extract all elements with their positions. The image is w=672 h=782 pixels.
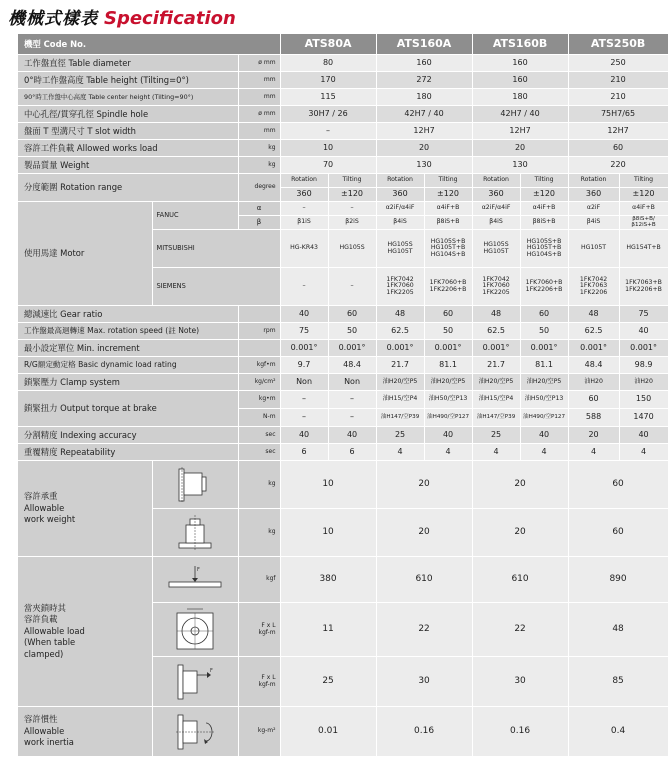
row-repeatability xyxy=(18,444,668,461)
svg-text:F: F xyxy=(197,566,200,573)
cell: 油H15/空P4 xyxy=(472,391,520,409)
allow-load-en3: clamped) xyxy=(24,648,64,659)
cell: Tilting xyxy=(328,174,376,188)
cell: Rotation xyxy=(568,174,619,188)
row-label: 中心孔徑/貫穿孔徑 Spindle hole xyxy=(18,106,238,123)
motor-mitsubishi: MITSUBISHI xyxy=(152,230,280,268)
cell: 180 xyxy=(376,89,472,106)
row-unit: kg xyxy=(238,461,280,509)
cell: 75 xyxy=(280,323,328,340)
cell: 0.001° xyxy=(520,340,568,357)
cell: HG105S HG105T xyxy=(472,230,520,268)
motor-siemens: SIEMENS xyxy=(152,268,280,306)
row-unit: kg xyxy=(238,509,280,557)
cell: Rotation xyxy=(472,174,520,188)
cell: 60 xyxy=(328,306,376,323)
cell: 20 xyxy=(472,461,568,509)
row-label: R/G額定動定格 Basic dynamic load rating xyxy=(18,357,238,374)
cell: HG154T+B xyxy=(619,230,668,268)
cell: 油H20 xyxy=(619,374,668,391)
motor-beta: β xyxy=(238,216,280,230)
cell: 40 xyxy=(619,323,668,340)
cell: 60 xyxy=(424,306,472,323)
cell: 12H7 xyxy=(472,123,568,140)
cell: 360 xyxy=(280,188,328,202)
cell: 油H147/空P39 xyxy=(472,409,520,427)
cell: 85 xyxy=(568,657,668,707)
row-unit xyxy=(238,306,280,323)
row-label: 90°時工作盤中心高度 Table center height (Tilting=90°) xyxy=(18,89,238,106)
cell: 380 xyxy=(280,557,376,603)
cell: 1FK7042 1FK7063 1FK2206 xyxy=(568,268,619,306)
row-label: 0°時工作盤高度 Table height (Tilting=0°) xyxy=(18,72,238,89)
cell: 60 xyxy=(520,306,568,323)
cell: Non xyxy=(328,374,376,391)
row-label: 總減速比 Gear ratio xyxy=(18,306,238,323)
cell: 0.001° xyxy=(424,340,472,357)
cell: 60 xyxy=(568,509,668,557)
cell: 10 xyxy=(280,509,376,557)
svg-text:F: F xyxy=(210,667,213,674)
cell: 250 xyxy=(568,55,668,72)
cell: 40 xyxy=(619,427,668,444)
cell: 6 xyxy=(328,444,376,461)
row-unit: N-m xyxy=(238,409,280,427)
heading xyxy=(8,4,236,32)
cell: – xyxy=(328,202,376,216)
row-label: 鎖緊壓力 Clamp system xyxy=(18,374,238,391)
cell: HG105S+B HG105T+B HG104S+B xyxy=(520,230,568,268)
cell: β4iS xyxy=(472,216,520,230)
heading-zh: 機械式樣表 xyxy=(8,9,98,29)
cell: 20 xyxy=(472,140,568,157)
cell: 42H7 / 40 xyxy=(472,106,568,123)
cell: 0.4 xyxy=(568,707,668,757)
cell: HG105T xyxy=(568,230,619,268)
cell: 1FK7060+B 1FK2206+B xyxy=(424,268,472,306)
torque-label: 鎖緊扭力 Output torque at brake xyxy=(18,391,238,427)
cell: 180 xyxy=(472,89,568,106)
cell: – xyxy=(280,409,328,427)
cell: 75H7/65 xyxy=(568,106,668,123)
cell: 890 xyxy=(568,557,668,603)
cell: 6 xyxy=(280,444,328,461)
cell: 150 xyxy=(619,391,668,409)
row-weight xyxy=(18,157,668,174)
model-ats160a: ATS160A xyxy=(376,34,472,55)
cell: ±120 xyxy=(328,188,376,202)
cell: 30 xyxy=(376,657,472,707)
row-gear-ratio xyxy=(18,306,668,323)
cell: – xyxy=(280,202,328,216)
cell: 62.5 xyxy=(472,323,520,340)
cell: 0.001° xyxy=(568,340,619,357)
cell: 220 xyxy=(568,157,668,174)
cell: α2iF/α4iF xyxy=(376,202,424,216)
cell: 油H147/空P39 xyxy=(376,409,424,427)
cell: 40 xyxy=(280,306,328,323)
cell: β2iS xyxy=(328,216,376,230)
row-table-height xyxy=(18,72,668,89)
cell: 25 xyxy=(472,427,520,444)
row-motor-fanuc-alpha xyxy=(18,202,668,216)
cell: β1iS xyxy=(280,216,328,230)
row-unit: kg xyxy=(238,140,280,157)
cell: 81.1 xyxy=(520,357,568,374)
cell: 20 xyxy=(376,509,472,557)
cell: β8iS+B xyxy=(424,216,472,230)
cell: 40 xyxy=(424,427,472,444)
row-label: 工作盤直徑 Table diameter xyxy=(18,55,238,72)
cell: 25 xyxy=(280,657,376,707)
allow-load-zh2: 容許負載 xyxy=(24,614,58,625)
cell: 0.16 xyxy=(472,707,568,757)
cell: 4 xyxy=(424,444,472,461)
cell: 油H15/空P4 xyxy=(376,391,424,409)
cell: 10 xyxy=(280,140,376,157)
inertia-zh: 容許慣性 xyxy=(24,714,58,725)
row-unit: kg•m xyxy=(238,391,280,409)
diagram-radial-load-icon xyxy=(152,603,238,657)
cell: 610 xyxy=(472,557,568,603)
cell: 98.9 xyxy=(619,357,668,374)
cell: ±120 xyxy=(424,188,472,202)
cell: 588 xyxy=(568,409,619,427)
row-rotation-heads xyxy=(18,174,668,188)
inertia-en1: Allowable xyxy=(24,725,65,736)
diagram-moment-load-icon xyxy=(152,657,238,707)
unit-fxl: F x L xyxy=(261,673,276,681)
cell: 4 xyxy=(520,444,568,461)
cell: α2iF xyxy=(568,202,619,216)
cell: 48 xyxy=(472,306,520,323)
cell: 60 xyxy=(568,461,668,509)
row-unit: sec xyxy=(238,427,280,444)
row-label: 分度範圍 Rotation range xyxy=(18,174,238,202)
row-spindle-hole xyxy=(18,106,668,123)
cell: 油H490/空P127 xyxy=(424,409,472,427)
row-table-diameter xyxy=(18,55,668,72)
row-torque-kgm xyxy=(18,391,668,409)
row-table-center xyxy=(18,89,668,106)
motor-label: 使用馬達 Motor xyxy=(18,202,152,306)
cell: 60 xyxy=(568,140,668,157)
cell: Tilting xyxy=(520,174,568,188)
allow-weight-label xyxy=(18,461,152,557)
cell: 360 xyxy=(376,188,424,202)
row-dynamic-load xyxy=(18,357,668,374)
cell: 170 xyxy=(280,72,376,89)
cell: 油H20/空P5 xyxy=(472,374,520,391)
row-unit: rpm xyxy=(238,323,280,340)
allow-load-label xyxy=(18,557,152,707)
cell: 0.001° xyxy=(472,340,520,357)
cell: 81.1 xyxy=(424,357,472,374)
cell: 115 xyxy=(280,89,376,106)
cell: 272 xyxy=(376,72,472,89)
model-ats160b: ATS160B xyxy=(472,34,568,55)
row-unit: mm xyxy=(238,89,280,106)
row-unit xyxy=(238,657,280,707)
cell: 60 xyxy=(568,391,619,409)
cell: 油H50/空P13 xyxy=(520,391,568,409)
cell: 610 xyxy=(376,557,472,603)
cell: 油H20/空P5 xyxy=(376,374,424,391)
cell: 80 xyxy=(280,55,376,72)
header-label: 機型 Code No. xyxy=(18,34,280,55)
cell: 0.001° xyxy=(328,340,376,357)
diagram-horizontal-table-icon xyxy=(152,509,238,557)
cell: 48 xyxy=(376,306,424,323)
cell: ±120 xyxy=(619,188,668,202)
cell: 4 xyxy=(568,444,619,461)
cell: 62.5 xyxy=(568,323,619,340)
cell: 20 xyxy=(568,427,619,444)
row-unit: kg/cm² xyxy=(238,374,280,391)
cell: 油H490/空P127 xyxy=(520,409,568,427)
cell: α2iF/α4iF xyxy=(472,202,520,216)
row-unit: mm xyxy=(238,123,280,140)
cell: – xyxy=(328,268,376,306)
cell: Tilting xyxy=(424,174,472,188)
cell: 11 xyxy=(280,603,376,657)
cell: HG105S xyxy=(328,230,376,268)
cell: – xyxy=(280,391,328,409)
cell: 油H50/空P13 xyxy=(424,391,472,409)
cell: 25 xyxy=(376,427,424,444)
cell: β8iS+B xyxy=(520,216,568,230)
cell: 50 xyxy=(520,323,568,340)
row-unit: degree xyxy=(238,174,280,202)
cell: 20 xyxy=(376,461,472,509)
cell: 20 xyxy=(472,509,568,557)
row-works-load xyxy=(18,140,668,157)
cell: 12H7 xyxy=(376,123,472,140)
cell: 48.4 xyxy=(568,357,619,374)
cell: 1FK7042 1FK7060 1FK2205 xyxy=(472,268,520,306)
cell: β4iS xyxy=(376,216,424,230)
row-label: 重覆精度 Repeatability xyxy=(18,444,238,461)
cell: Tilting xyxy=(619,174,668,188)
cell: HG-KR43 xyxy=(280,230,328,268)
cell: 360 xyxy=(568,188,619,202)
row-unit: mm xyxy=(238,72,280,89)
cell: 160 xyxy=(472,55,568,72)
allow-weight-zh: 容許承重 xyxy=(24,491,58,502)
diagram-axial-load-icon xyxy=(152,557,238,603)
cell: 40 xyxy=(520,427,568,444)
row-t-slot xyxy=(18,123,668,140)
cell: 油H20/空P5 xyxy=(424,374,472,391)
cell: 50 xyxy=(328,323,376,340)
row-label: 容許工件負載 Allowed works load xyxy=(18,140,238,157)
cell: 4 xyxy=(376,444,424,461)
cell: α4iF+B xyxy=(619,202,668,216)
cell: Rotation xyxy=(376,174,424,188)
cell: 30 xyxy=(472,657,568,707)
allow-weight-en1: Allowable xyxy=(24,502,65,513)
cell: 50 xyxy=(424,323,472,340)
cell: 62.5 xyxy=(376,323,424,340)
cell: 40 xyxy=(280,427,328,444)
cell: 210 xyxy=(568,89,668,106)
row-label: 盤面 T 型溝尺寸 T slot width xyxy=(18,123,238,140)
cell: 160 xyxy=(472,72,568,89)
row-unit: ø mm xyxy=(238,55,280,72)
cell: 21.7 xyxy=(472,357,520,374)
row-unit: kgf xyxy=(238,557,280,603)
cell: 210 xyxy=(568,72,668,89)
row-label: 製品質量 Weight xyxy=(18,157,238,174)
cell: 1FK7042 1FK7060 1FK2205 xyxy=(376,268,424,306)
model-ats250b: ATS250B xyxy=(568,34,668,55)
diagram-vertical-table-icon xyxy=(152,461,238,509)
cell: 48 xyxy=(568,306,619,323)
unit-kgfm: kgf-m xyxy=(258,628,276,636)
inertia-en2: work inertia xyxy=(24,737,74,748)
cell: 70 xyxy=(280,157,376,174)
row-indexing xyxy=(18,427,668,444)
cell: – xyxy=(328,409,376,427)
cell: 0.16 xyxy=(376,707,472,757)
cell: 360 xyxy=(472,188,520,202)
row-inertia xyxy=(18,707,668,757)
cell: 130 xyxy=(376,157,472,174)
cell: 48 xyxy=(568,603,668,657)
cell: 4 xyxy=(619,444,668,461)
cell: – xyxy=(280,123,376,140)
row-unit xyxy=(238,340,280,357)
cell: 10 xyxy=(280,461,376,509)
cell: 75 xyxy=(619,306,668,323)
unit-kgfm: kgf-m xyxy=(258,680,276,688)
allow-load-en1: Allowable load xyxy=(24,625,85,636)
row-unit: kg-m² xyxy=(238,707,280,757)
cell: – xyxy=(280,268,328,306)
cell: 42H7 / 40 xyxy=(376,106,472,123)
heading-en: Specification xyxy=(104,8,236,29)
cell: HG105S HG105T xyxy=(376,230,424,268)
cell: 0.001° xyxy=(376,340,424,357)
cell: Non xyxy=(280,374,328,391)
cell: 0.01 xyxy=(280,707,376,757)
cell: 12H7 xyxy=(568,123,668,140)
cell: HG105S+B HG105T+B HG104S+B xyxy=(424,230,472,268)
row-unit: kgf•m xyxy=(238,357,280,374)
cell: 0.001° xyxy=(619,340,668,357)
row-allow-load-1 xyxy=(18,557,668,603)
row-unit: sec xyxy=(238,444,280,461)
cell: 22 xyxy=(376,603,472,657)
cell: 1FK7063+B 1FK2206+B xyxy=(619,268,668,306)
cell: ±120 xyxy=(520,188,568,202)
cell: 130 xyxy=(472,157,568,174)
model-ats80a: ATS80A xyxy=(280,34,376,55)
cell: β8iS+B/β12iS+B xyxy=(619,216,668,230)
cell: β4iS xyxy=(568,216,619,230)
allow-load-zh1: 當夾鎖時其 xyxy=(24,603,66,614)
row-unit: kg xyxy=(238,157,280,174)
cell: 22 xyxy=(472,603,568,657)
row-unit xyxy=(238,603,280,657)
allow-weight-en2: work weight xyxy=(24,514,76,525)
cell: 4 xyxy=(472,444,520,461)
row-unit: ø mm xyxy=(238,106,280,123)
cell: 0.001° xyxy=(280,340,328,357)
cell: α4iF+B xyxy=(520,202,568,216)
cell: 21.7 xyxy=(376,357,424,374)
row-min-increment xyxy=(18,340,668,357)
cell: α4iF+B xyxy=(424,202,472,216)
cell: Rotation xyxy=(280,174,328,188)
header-row xyxy=(18,34,668,55)
cell: 30H7 / 26 xyxy=(280,106,376,123)
cell: 9.7 xyxy=(280,357,328,374)
cell: 48.4 xyxy=(328,357,376,374)
motor-fanuc: FANUC xyxy=(152,202,238,230)
row-max-speed xyxy=(18,323,668,340)
cell: 1FK7060+B 1FK2206+B xyxy=(520,268,568,306)
row-label: 分割精度 Indexing accuracy xyxy=(18,427,238,444)
row-allow-weight-1 xyxy=(18,461,668,509)
cell: 油H20/空P5 xyxy=(520,374,568,391)
cell: – xyxy=(328,391,376,409)
spec-table xyxy=(18,34,669,757)
row-label: 工作盤最高迴轉速 Max. rotation speed (註 Note) xyxy=(18,323,238,340)
motor-alpha: α xyxy=(238,202,280,216)
cell: 160 xyxy=(376,55,472,72)
cell: 40 xyxy=(328,427,376,444)
cell: 20 xyxy=(376,140,472,157)
allow-load-en2: (When table xyxy=(24,637,76,648)
cell: 1470 xyxy=(619,409,668,427)
row-label: 最小設定單位 Min. increment xyxy=(18,340,238,357)
inertia-label xyxy=(18,707,152,757)
cell: 油H20 xyxy=(568,374,619,391)
row-clamp-system xyxy=(18,374,668,391)
diagram-inertia-icon xyxy=(152,707,238,757)
unit-fxl: F x L xyxy=(261,621,276,629)
